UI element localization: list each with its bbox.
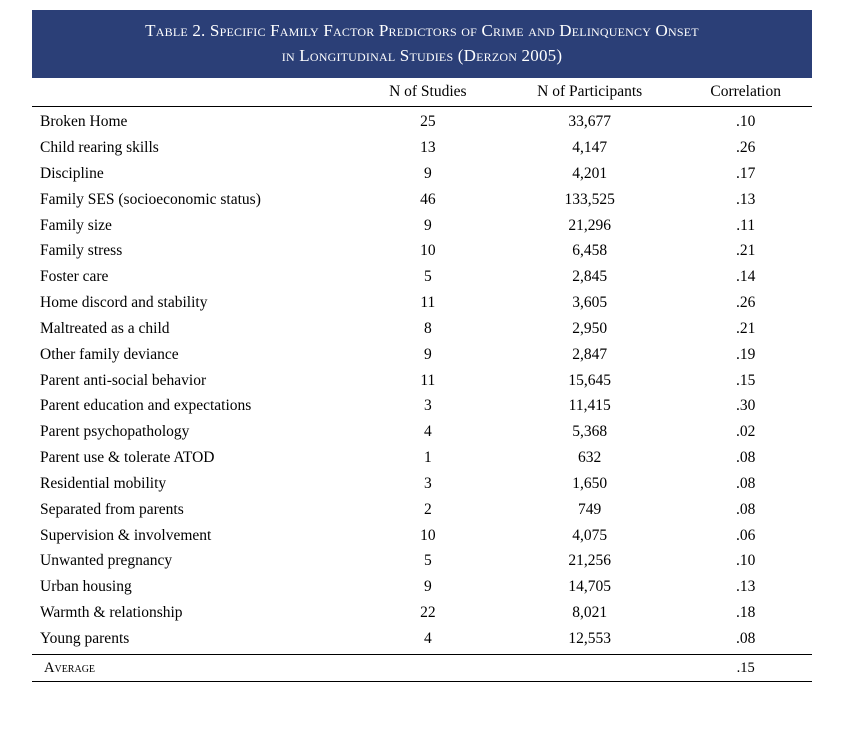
- cell-participants: 4,075: [572, 526, 608, 544]
- cell-factor: Child rearing skills: [40, 139, 159, 157]
- cell-participants: 4,201: [572, 164, 608, 182]
- table-row: [32, 574, 812, 600]
- cell-studies: 13: [420, 139, 436, 157]
- cell-studies: 25: [420, 113, 436, 131]
- cell-participants: 8,021: [572, 604, 608, 622]
- table-row: [32, 316, 812, 342]
- cell-participants: 21,296: [568, 216, 611, 234]
- table-title-row: [32, 10, 812, 78]
- cell-studies: 46: [420, 190, 436, 208]
- cell-participants: 12,553: [500, 626, 679, 654]
- table-row: [32, 342, 812, 368]
- cell-correlation: .11: [736, 216, 756, 234]
- cell-studies: 9: [423, 578, 432, 596]
- table-row: [32, 626, 812, 654]
- cell-correlation: .08: [736, 474, 756, 492]
- cell-studies: 9: [423, 216, 432, 234]
- cell-studies: 5: [423, 268, 432, 286]
- table-row: [32, 419, 812, 445]
- cell-correlation: .14: [736, 268, 756, 286]
- column-header-factor: [32, 78, 356, 107]
- table-row: [32, 523, 812, 549]
- cell-correlation: .06: [736, 526, 756, 544]
- cell-factor: Home discord and stability: [40, 294, 208, 312]
- table-average-row: [32, 654, 812, 682]
- table-title-line-2: in Longitudinal Studies (Derzon 2005): [281, 45, 563, 65]
- cell-participants: 4,147: [572, 139, 608, 157]
- cell-factor: Young parents: [32, 626, 356, 654]
- table-row: [32, 445, 812, 471]
- cell-correlation: .02: [736, 423, 756, 441]
- column-header-participants: N of Participants: [500, 78, 679, 107]
- cell-correlation: .21: [736, 319, 756, 337]
- cell-participants: 2,950: [572, 319, 608, 337]
- cell-factor: Unwanted pregnancy: [40, 552, 173, 570]
- cell-studies: 3: [423, 397, 432, 415]
- cell-correlation: .26: [736, 294, 756, 312]
- cell-average-correlation: .15: [679, 654, 812, 682]
- table-row: [32, 471, 812, 497]
- cell-participants: 6,458: [572, 242, 608, 260]
- cell-correlation: .15: [736, 371, 756, 389]
- cell-factor: Family size: [40, 216, 112, 234]
- cell-participants: 133,525: [564, 190, 615, 208]
- cell-factor: Other family deviance: [40, 345, 179, 363]
- cell-factor: Family stress: [40, 242, 123, 260]
- cell-average-label: Average: [32, 654, 356, 682]
- cell-participants: 21,256: [568, 552, 611, 570]
- cell-correlation: .10: [736, 113, 756, 131]
- cell-studies: 11: [420, 371, 436, 389]
- table-title-line-1: Table 2. Specific Family Factor Predictors of Crime and Delinquency Onset: [145, 21, 699, 40]
- cell-studies: 22: [420, 604, 436, 622]
- table-header: [32, 10, 812, 107]
- cell-factor: Parent anti-social behavior: [40, 371, 207, 389]
- cell-correlation: .10: [736, 552, 756, 570]
- cell-correlation: .19: [736, 345, 756, 363]
- table-container: [32, 10, 812, 682]
- cell-factor: Discipline: [40, 164, 104, 182]
- cell-participants: 632: [578, 449, 602, 467]
- cell-factor: Parent psychopathology: [40, 423, 190, 441]
- cell-factor: Supervision & involvement: [40, 526, 212, 544]
- cell-studies: 4: [423, 423, 432, 441]
- table-row: [32, 213, 812, 239]
- cell-factor: Broken Home: [40, 113, 128, 131]
- cell-participants: 3,605: [572, 294, 608, 312]
- cell-participants: 2,845: [572, 268, 608, 286]
- table-row: [32, 187, 812, 213]
- cell-factor: Foster care: [40, 268, 109, 286]
- table-body: [32, 107, 812, 682]
- column-header-row: [32, 78, 812, 107]
- table-row: [32, 135, 812, 161]
- cell-correlation: .18: [736, 604, 756, 622]
- cell-participants: 5,368: [572, 423, 608, 441]
- cell-studies: 3: [423, 474, 432, 492]
- cell-participants: 14,705: [568, 578, 611, 596]
- family-factor-predictors-table: [32, 10, 812, 682]
- cell-average-studies: [356, 654, 500, 682]
- cell-participants: 749: [578, 500, 602, 518]
- cell-correlation: .08: [736, 500, 756, 518]
- cell-studies: 9: [423, 164, 432, 182]
- cell-participants: 11,415: [568, 397, 611, 415]
- table-row: [32, 161, 812, 187]
- table-row: [32, 600, 812, 626]
- cell-correlation: .13: [736, 190, 756, 208]
- table-row: [32, 290, 812, 316]
- table-row: [32, 264, 812, 290]
- cell-studies: 11: [420, 294, 436, 312]
- cell-studies: 9: [423, 345, 432, 363]
- table-title: [32, 10, 812, 78]
- cell-studies: 4: [356, 626, 500, 654]
- table-row: [32, 368, 812, 394]
- cell-factor: Residential mobility: [40, 474, 167, 492]
- cell-factor: Parent use & tolerate ATOD: [40, 449, 215, 467]
- cell-factor: Parent education and expectations: [40, 397, 252, 415]
- column-header-studies: N of Studies: [356, 78, 500, 107]
- cell-factor: Separated from parents: [40, 500, 184, 518]
- cell-correlation: .30: [736, 397, 756, 415]
- table-row: [32, 238, 812, 264]
- cell-correlation: .08: [736, 449, 756, 467]
- table-row: [32, 497, 812, 523]
- cell-studies: 10: [420, 242, 436, 260]
- cell-correlation: .13: [736, 578, 756, 596]
- column-header-correlation: Correlation: [679, 78, 812, 107]
- table-row: [32, 548, 812, 574]
- cell-correlation: .26: [736, 139, 756, 157]
- cell-studies: 5: [423, 552, 432, 570]
- cell-studies: 8: [423, 319, 432, 337]
- cell-participants: 2,847: [572, 345, 608, 363]
- table-row: [32, 393, 812, 419]
- cell-factor: Urban housing: [40, 578, 132, 596]
- cell-correlation: .17: [736, 164, 756, 182]
- cell-participants: 33,677: [568, 113, 611, 131]
- cell-factor: Family SES (socioeconomic status): [40, 190, 261, 208]
- table-row: [32, 107, 812, 135]
- cell-studies: 1: [423, 449, 432, 467]
- cell-studies: 2: [423, 500, 432, 518]
- cell-participants: 15,645: [568, 371, 611, 389]
- cell-average-participants: [500, 654, 679, 682]
- cell-correlation: .08: [679, 626, 812, 654]
- cell-factor: Maltreated as a child: [40, 319, 170, 337]
- cell-participants: 1,650: [572, 474, 608, 492]
- cell-studies: 10: [420, 526, 436, 544]
- cell-correlation: .21: [736, 242, 756, 260]
- cell-factor: Warmth & relationship: [40, 604, 183, 622]
